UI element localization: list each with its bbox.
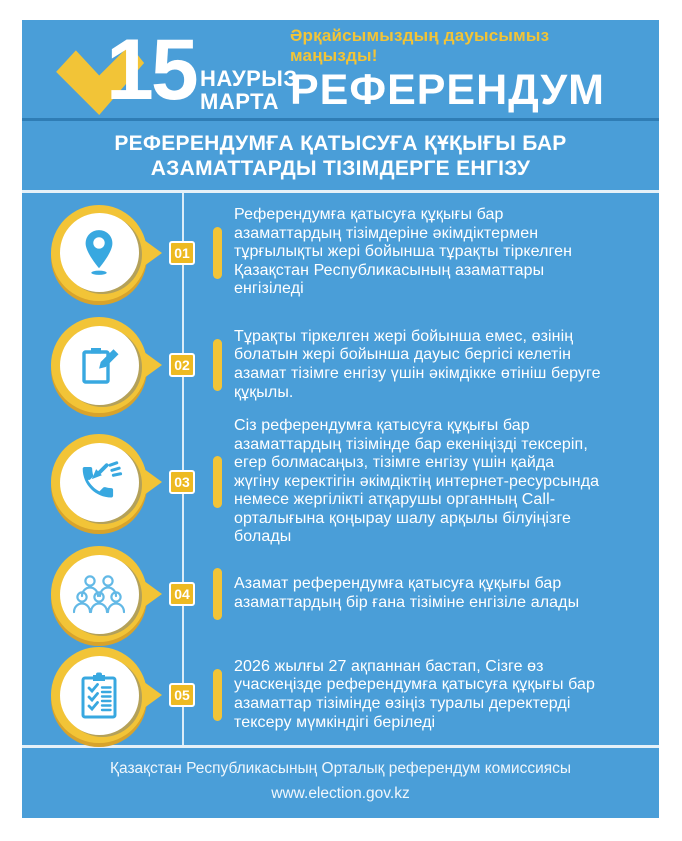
icon-circle <box>51 546 147 642</box>
step-number-badge: 03 <box>169 470 195 494</box>
date-month-ru: МАРТА <box>200 88 280 114</box>
people-group-icon <box>73 573 125 615</box>
icon-inner-circle <box>60 326 139 405</box>
footer-website: www.election.gov.kz <box>271 785 410 802</box>
steps-list <box>22 193 659 748</box>
icon-inner-circle <box>60 443 139 522</box>
list-item-5 <box>22 642 659 748</box>
step-number-badge: 01 <box>169 241 195 265</box>
checklist-icon <box>78 670 120 720</box>
section-title-line2: АЗАМАТТАРДЫ ТІЗІМДЕРГЕ ЕНГІЗУ <box>150 156 531 180</box>
step-text: Сіз референдумға қатысуға құқығы бар азаматтардың тізімінде бар екеніңізді тексеріп, егер болмасаңыз, тізімге енгізу үшін қайда жүгіну керектігін әкімдіктің интернет-ресурсында немесе жергілікті атқарушы органның Call-орталығына қоңырау шалу арқылы білуіңізге болады <box>234 417 600 546</box>
section-title-line1: РЕФЕРЕНДУМҒА ҚАТЫСУҒА ҚҰҚЫҒЫ БАР <box>114 131 567 155</box>
date-month <box>200 67 298 113</box>
accent-bar <box>213 227 222 279</box>
clipboard-pencil-icon <box>76 342 122 388</box>
accent-bar <box>213 339 222 391</box>
circle-pointer <box>140 578 162 610</box>
icon-circle <box>51 647 147 743</box>
icon-circle <box>51 205 147 301</box>
icon-circle <box>51 317 147 413</box>
icon-inner-circle <box>60 213 139 292</box>
map-pin-icon <box>81 229 117 276</box>
circle-pointer <box>140 679 162 711</box>
phone-call-icon <box>75 459 123 505</box>
tagline: Әрқайсымыздың дауысымыз маңызды! <box>290 26 550 65</box>
circle-pointer <box>140 466 162 498</box>
step-text: Азамат референдумға қатысуға құқығы бар азаматтардың бір ғана тізіміне енгізіле алады <box>234 575 580 611</box>
icon-circle <box>51 434 147 530</box>
date-month-kk: НАУРЫЗ <box>200 65 298 91</box>
accent-bar <box>213 669 222 721</box>
list-item-3 <box>22 418 659 546</box>
accent-bar <box>213 568 222 620</box>
date-day: 15 <box>106 21 196 118</box>
brand-block <box>290 26 641 112</box>
poster-header <box>22 20 659 121</box>
step-number-badge: 02 <box>169 353 195 377</box>
list-item-1 <box>22 193 659 312</box>
footer-organization: Қазақстан Республикасының Орталық референдум комиссиясы <box>109 760 572 777</box>
step-number-badge: 05 <box>169 683 195 707</box>
list-item-2 <box>22 312 659 418</box>
poster-title: РЕФЕРЕНДУМ <box>290 66 605 114</box>
referendum-poster <box>22 20 659 818</box>
section-title <box>22 121 659 193</box>
icon-inner-circle <box>60 656 139 735</box>
circle-pointer <box>140 237 162 269</box>
list-item-4 <box>22 546 659 642</box>
accent-bar <box>213 456 222 508</box>
date-logo <box>22 19 298 120</box>
step-text: Референдумға қатысуға құқығы бар азаматтардың тізімдеріне әкімдіктермен тұрғылықты жері бойынша тұрақты тіркелген Қазақстан Республикасының азаматтары енгізіледі <box>234 206 573 298</box>
step-text: Тұрақты тіркелген жері бойынша емес, өзінің болатын жері бойынша дауыс бергісі келетін азамат тізімге енгізу үшін әкімдікке өтініш беруге құқылы. <box>234 327 601 401</box>
poster-footer <box>22 748 659 809</box>
step-text: 2026 жылғы 27 ақпаннан бастап, Сізге өз учаскеңізде референдумға қатысуға құқығы бар азаматтар тізімінде өзіңіз туралы деректерді тексеру мүмкіндігі беріледі <box>234 657 596 731</box>
step-number-badge: 04 <box>169 582 195 606</box>
icon-inner-circle <box>60 555 139 634</box>
circle-pointer <box>140 349 162 381</box>
